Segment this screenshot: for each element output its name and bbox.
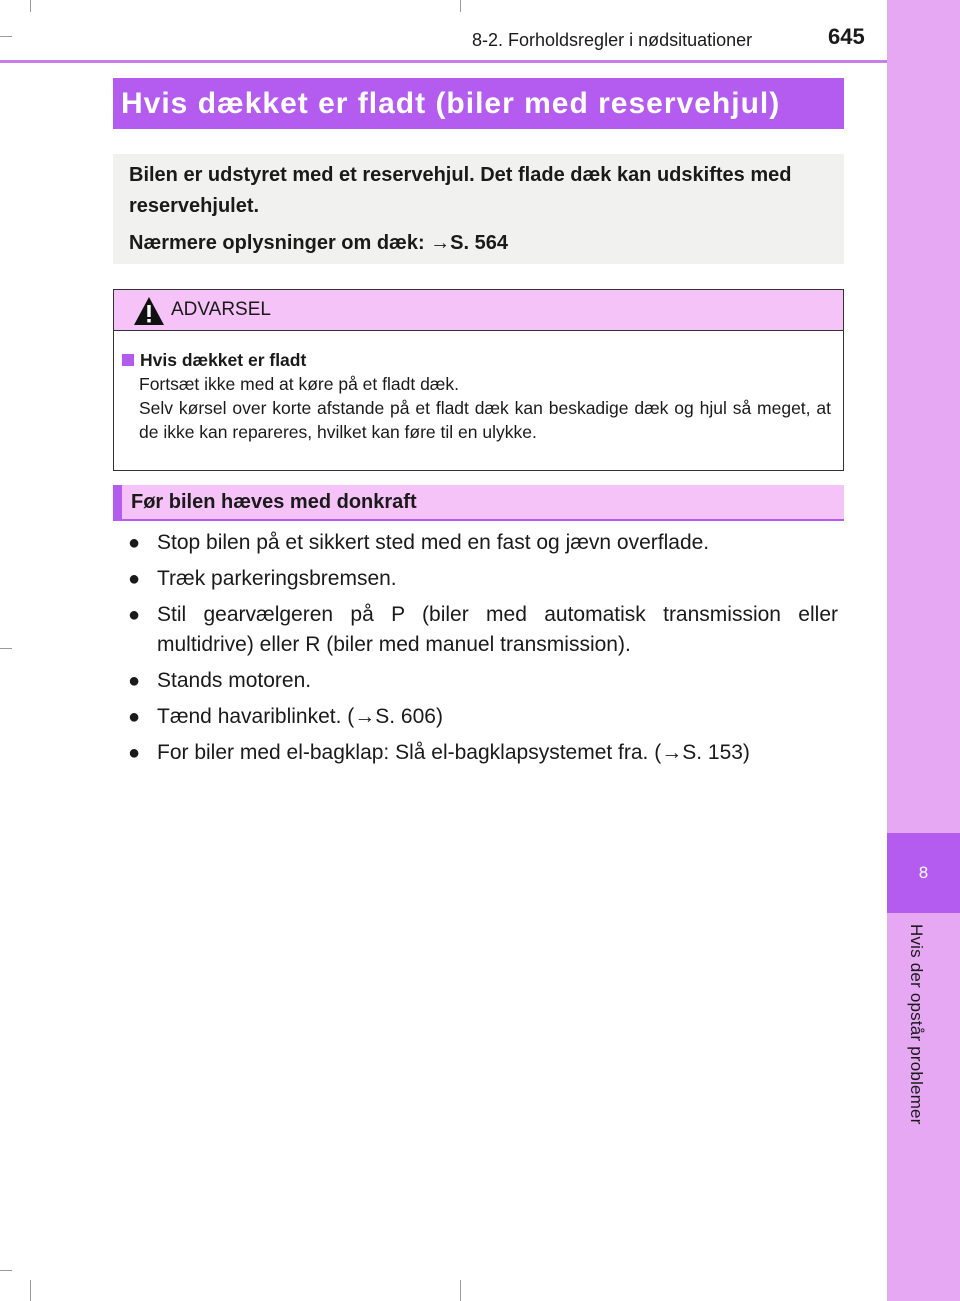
chapter-title: Hvis der opstår problemer <box>907 924 926 1125</box>
crop-mark <box>460 1280 461 1301</box>
crop-mark <box>30 0 31 12</box>
warning-subheading <box>122 348 831 372</box>
list-item-text: multidrive) eller R (biler med manuel transmission). <box>157 633 631 656</box>
bullet-list <box>128 528 838 774</box>
page-title: Hvis dækket er fladt (biler med reservehjul) <box>113 78 844 129</box>
list-item <box>128 666 838 696</box>
intro-text: Bilen er udstyret med et reservehjul. Det flade dæk kan udskiftes med reservehjulet. <box>129 164 792 217</box>
list-item-text-block <box>157 600 838 660</box>
bullet-dot-icon: ● <box>128 568 141 590</box>
list-item <box>128 738 838 768</box>
warning-text-line: Fortsæt ikke med at køre på et fladt dæk. <box>139 374 459 394</box>
page-number: 645 <box>828 24 865 49</box>
chapter-number: 8 <box>887 833 960 913</box>
crop-mark <box>30 1280 31 1301</box>
crop-mark <box>0 36 12 37</box>
warning-label: ADVARSEL <box>171 299 271 320</box>
bullet-dot-icon: ● <box>128 706 141 728</box>
warning-box <box>113 289 844 471</box>
tire-reference-link[interactable]: Nærmere oplysninger om dæk: →S. 564 <box>129 232 509 254</box>
list-item-text: Stop bilen på et sikkert sted med en fast og jævn overflade. <box>157 531 710 554</box>
crop-mark <box>0 1270 12 1271</box>
list-item-text: Stands motoren. <box>157 669 312 692</box>
hazard-reference-link[interactable]: Tænd havariblinket. (→S. 606) <box>157 705 443 728</box>
square-bullet-icon <box>122 354 134 366</box>
section-header: 8-2. Forholdsregler i nødsituationer <box>472 30 753 50</box>
warning-header <box>114 290 843 331</box>
list-item <box>128 528 838 558</box>
list-item-text: Stil gearvælgeren på P (biler med automatisk transmission eller <box>157 603 838 626</box>
list-item <box>128 702 838 732</box>
warning-subheading-text: Hvis dækket er fladt <box>140 350 307 370</box>
warning-body <box>114 331 843 444</box>
header-divider <box>0 60 887 63</box>
bullet-dot-icon: ● <box>128 532 141 554</box>
crop-mark <box>460 0 461 12</box>
list-item-text: Træk parkeringsbremsen. <box>157 567 397 590</box>
warning-text-line: Selv kørsel over korte afstande på et fladt dæk kan beskadige dæk og hjul så meget, at de ikke kan repareres, hvilket kan føre til en ulykke. <box>139 398 831 442</box>
crop-mark <box>0 648 12 649</box>
list-item <box>128 564 838 594</box>
bullet-dot-icon: ● <box>128 670 141 692</box>
bullet-dot-icon: ● <box>128 742 141 764</box>
section-subheading: Før bilen hæves med donkraft <box>113 485 844 521</box>
intro-box <box>113 154 844 264</box>
warning-text <box>122 372 831 444</box>
bullet-dot-icon: ● <box>128 604 141 626</box>
tailgate-reference-link[interactable]: For biler med el-bagklap: Slå el-bagklapsystemet fra. (→S. 153) <box>157 741 750 764</box>
list-item <box>128 600 838 660</box>
warning-triangle-icon <box>133 296 165 326</box>
